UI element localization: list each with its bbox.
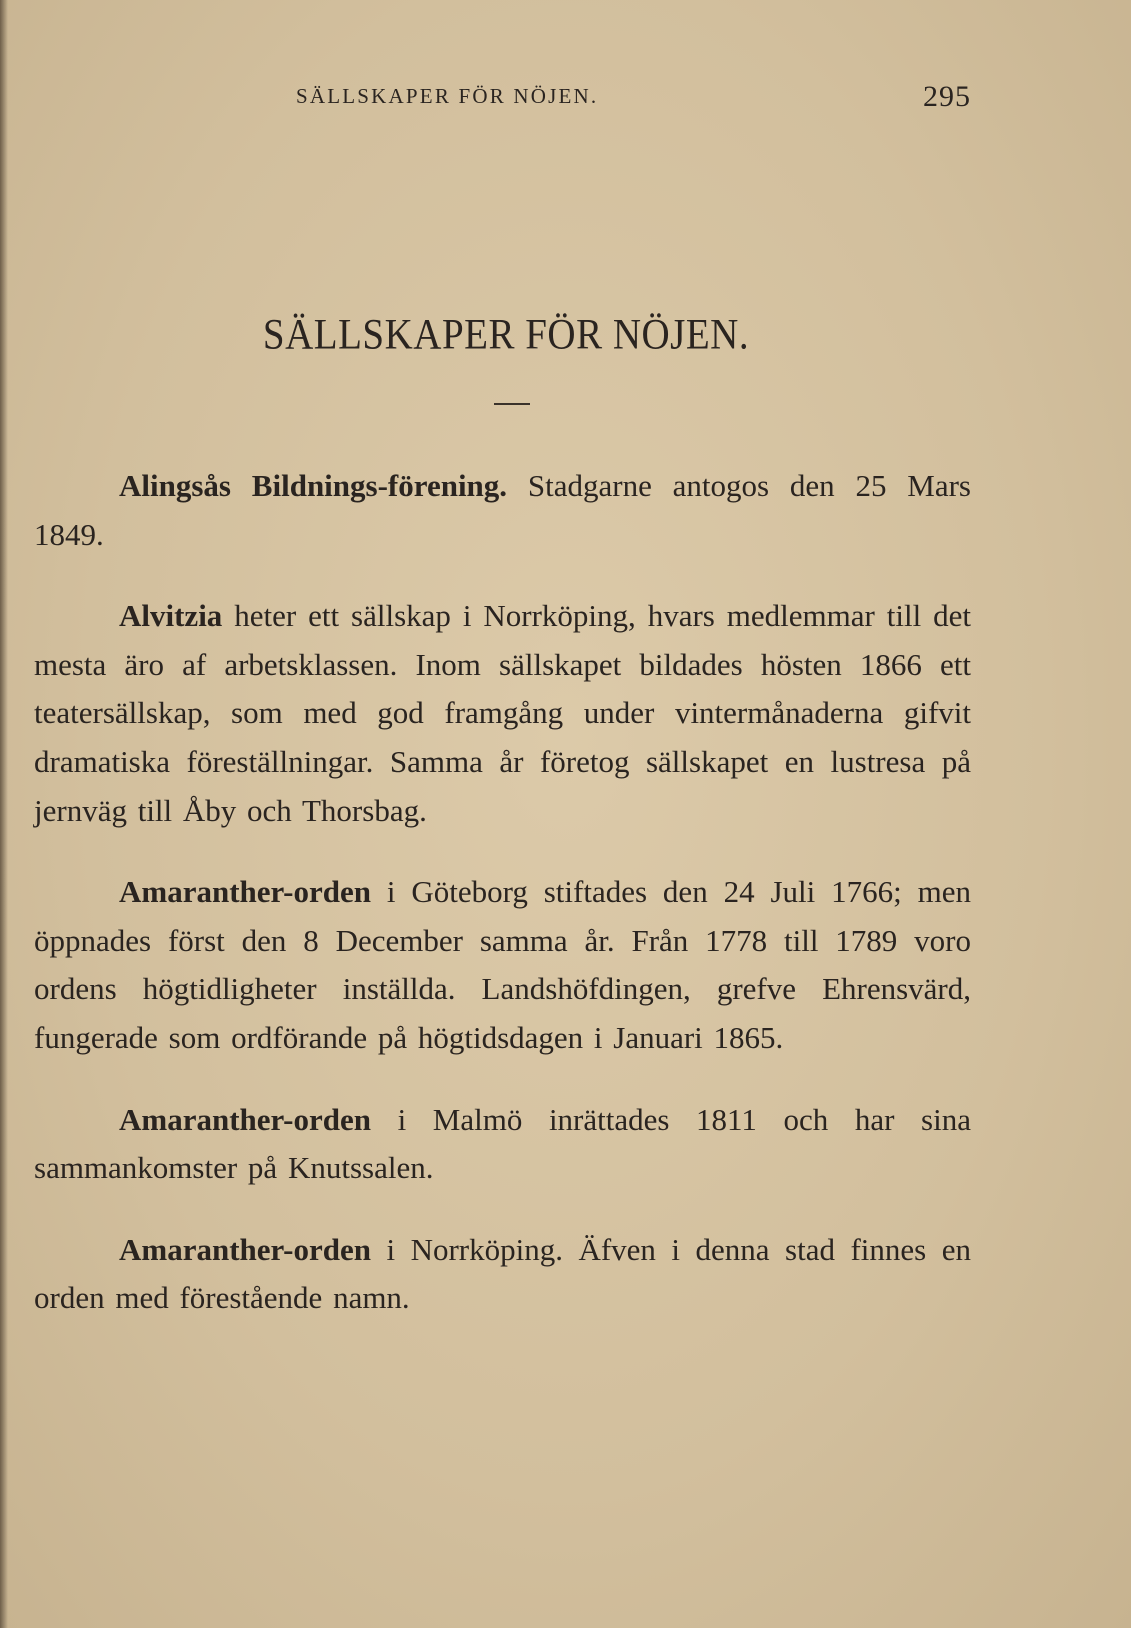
entry-term: Alingsås Bildnings-förening. [119,468,508,503]
entry-text: i Malmö inrättades 1811 och har sina sammankomster på Knutssalen. [34,1101,971,1186]
section-title: SÄLLSKAPER FÖR NÖJEN. [262,310,750,359]
entry-term: Amaranther-orden [119,1101,371,1137]
entry-amaranther-malmo [34,1096,971,1193]
entry-term: Amaranther-orden [119,874,371,910]
entry-alingsas [34,462,971,559]
entry-term: Alvitzia [119,598,223,634]
body-text [34,462,971,1356]
page-number: 295 [923,80,971,113]
entry-text: i Göteborg stiftades den 24 Juli 1766; men öppnades först den 8 December samma år. Från 1778 till 1789 voro ordens högtidligheter inställda. Landshöfdingen, grefve Ehrensvärd, fungerade som ordförande på högtidsdagen i Januari 1865. [34,874,971,1055]
entry-amaranther-goteborg [34,868,971,1062]
page-edge [0,0,8,1628]
entry-alvitzia [34,592,971,835]
title-rule [494,403,530,405]
running-head [296,80,971,116]
entry-term: Amaranther-orden [119,1231,371,1267]
entry-amaranther-norrkoping [34,1226,971,1323]
running-title: SÄLLSKAPER FÖR NÖJEN. [296,84,599,108]
entry-text: i Norrköping. Äfven i denna stad finnes en orden med förestående namn. [34,1231,971,1316]
entry-text: heter ett sällskap i Norrköping, hvars medlemmar till det mesta äro af arbetsklassen. Inom sällskapet bildades hösten 1866 ett teatersällskap, som med god framgång under vintermånaderna gifvit dramatiska föreställningar. Samma år företog sällskapet en lustresa på jernväg till Åby och Thorsbag. [34,598,971,828]
entry-text: Stadgarne antogos den 25 Mars 1849. [34,468,971,552]
